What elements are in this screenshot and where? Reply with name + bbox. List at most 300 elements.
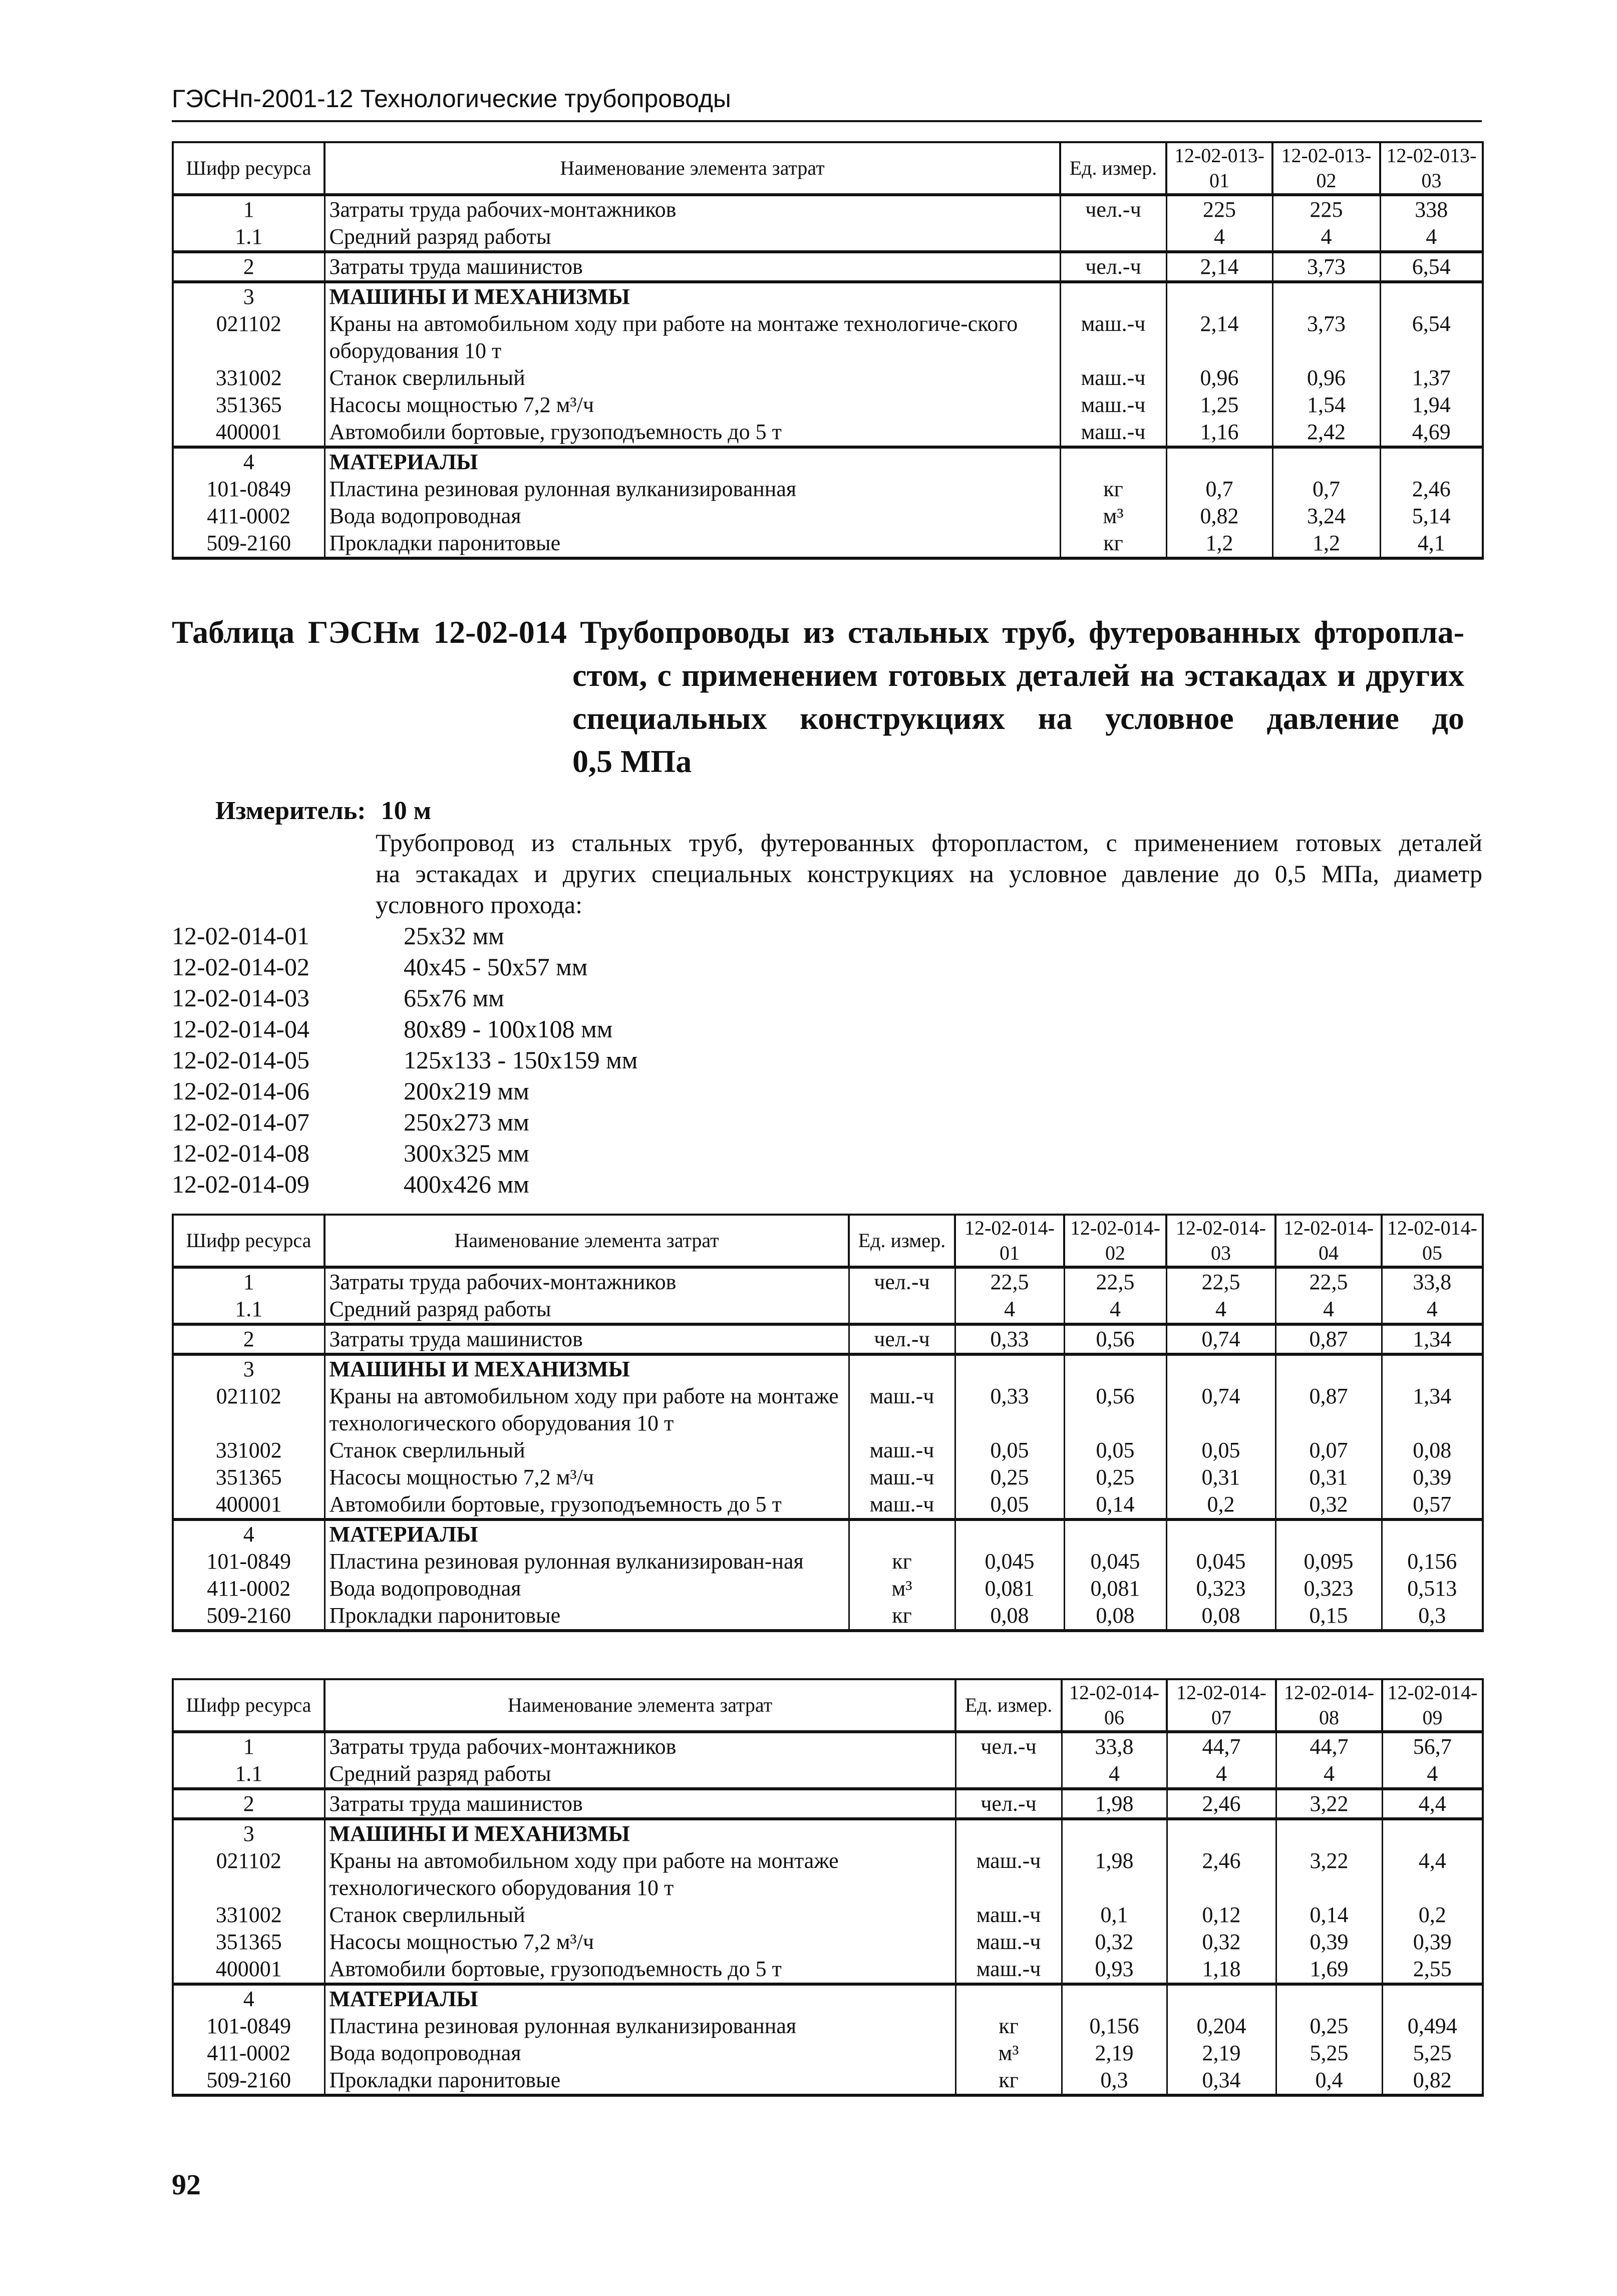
norm-value: 0,08 bbox=[955, 1602, 1064, 1631]
resource-code: 1 bbox=[173, 195, 325, 223]
unit: маш.-ч bbox=[955, 1847, 1062, 1901]
norm-value: 0,33 bbox=[955, 1383, 1064, 1437]
norm-value: 1,2 bbox=[1166, 530, 1272, 558]
list-item bbox=[172, 951, 637, 982]
resource-code: 331002 bbox=[173, 1901, 325, 1929]
resource-code: 2 bbox=[173, 1789, 325, 1819]
resource-code: 1.1 bbox=[173, 1296, 325, 1324]
col-header-unit: Ед. измер. bbox=[849, 1215, 955, 1267]
unit bbox=[1060, 223, 1166, 252]
table-group bbox=[173, 1267, 1483, 1324]
table-row bbox=[173, 530, 1483, 558]
norm-value: 2,46 bbox=[1167, 1847, 1276, 1901]
table-row bbox=[173, 310, 1483, 364]
norm-value: 4 bbox=[1380, 223, 1483, 252]
item-code: 12-02-014-08 bbox=[172, 1139, 309, 1167]
norm-value bbox=[1062, 1819, 1167, 1847]
norm-value bbox=[1167, 1984, 1276, 2013]
unit: маш.-ч bbox=[849, 1383, 955, 1437]
col-header-name: Наименование элемента затрат bbox=[325, 1215, 849, 1267]
table-row bbox=[173, 1383, 1483, 1437]
norm-value: 0,25 bbox=[955, 1464, 1064, 1491]
norm-value: 0,15 bbox=[1275, 1602, 1382, 1631]
table-row bbox=[173, 1548, 1483, 1575]
cost-element-name: Затраты труда машинистов bbox=[325, 1789, 955, 1819]
col-header-norm: 12-02-013-02 bbox=[1272, 142, 1380, 195]
norm-value: 0,31 bbox=[1166, 1464, 1275, 1491]
resource-code: 021102 bbox=[173, 310, 325, 364]
unit: м³ bbox=[955, 2040, 1062, 2067]
norm-value bbox=[1382, 1984, 1483, 2013]
norm-value: 0,14 bbox=[1276, 1901, 1382, 1929]
norms-table-014-b bbox=[172, 1678, 1484, 2097]
resource-code: 2 bbox=[173, 252, 325, 282]
unit bbox=[955, 1760, 1062, 1789]
cost-element-name: Вода водопроводная bbox=[325, 2040, 955, 2067]
diameter-list bbox=[172, 920, 637, 1200]
norm-value: 0,56 bbox=[1064, 1383, 1166, 1437]
norm-value: 0,25 bbox=[1064, 1464, 1166, 1491]
norm-value: 5,25 bbox=[1382, 2040, 1483, 2067]
header-rule bbox=[172, 120, 1482, 122]
norm-value bbox=[1062, 1984, 1167, 2013]
list-item bbox=[172, 1137, 637, 1169]
norm-value: 0,323 bbox=[1166, 1575, 1275, 1602]
cost-element-name: Пластина резиновая рулонная вулканизированная bbox=[325, 476, 1060, 503]
resource-code: 4 bbox=[173, 447, 325, 476]
description-line: на эстакадах и других специальных конструкциях на условное давление до 0,5 МПа, диаметр bbox=[376, 860, 1482, 888]
cost-element-name: Средний разряд работы bbox=[325, 1296, 849, 1324]
unit bbox=[1060, 447, 1166, 476]
item-code: 12-02-014-07 bbox=[172, 1108, 309, 1136]
norm-value: 1,37 bbox=[1380, 364, 1483, 392]
cost-element-name: Насосы мощностью 7,2 м³/ч bbox=[325, 392, 1060, 419]
norm-value: 0,33 bbox=[955, 1324, 1064, 1354]
norm-value: 0,7 bbox=[1272, 476, 1380, 503]
table-row bbox=[173, 1324, 1483, 1354]
unit: маш.-ч bbox=[849, 1464, 955, 1491]
norm-value: 4 bbox=[1272, 223, 1380, 252]
col-header-unit: Ед. измер. bbox=[1060, 142, 1166, 195]
list-item bbox=[172, 982, 637, 1013]
running-header: ГЭСНп-2001-12 Технологические трубопроводы bbox=[172, 85, 731, 113]
norm-value bbox=[1064, 1519, 1166, 1548]
cost-element-name: Прокладки паронитовые bbox=[325, 2067, 955, 2095]
unit: м³ bbox=[849, 1575, 955, 1602]
norm-value: 0,87 bbox=[1275, 1324, 1382, 1354]
norm-value bbox=[1166, 282, 1272, 310]
col-header-name: Наименование элемента затрат bbox=[325, 142, 1060, 195]
norm-value bbox=[1166, 1519, 1275, 1548]
norm-value: 56,7 bbox=[1382, 1732, 1483, 1760]
norm-value: 1,16 bbox=[1166, 419, 1272, 447]
item-code: 12-02-014-06 bbox=[172, 1077, 309, 1105]
norm-value: 5,25 bbox=[1276, 2040, 1382, 2067]
norm-value: 1,34 bbox=[1382, 1324, 1483, 1354]
unit bbox=[955, 1819, 1062, 1847]
item-code: 12-02-014-03 bbox=[172, 984, 309, 1012]
norm-value: 0,93 bbox=[1062, 1956, 1167, 1984]
unit: м³ bbox=[1060, 503, 1166, 530]
norm-value bbox=[1382, 1519, 1483, 1548]
col-header-norm: 12-02-014-05 bbox=[1382, 1215, 1483, 1267]
unit: кг bbox=[955, 2067, 1062, 2095]
item-size: 400х426 мм bbox=[404, 1170, 529, 1198]
norm-value: 2,14 bbox=[1166, 252, 1272, 282]
cost-element-name: Пластина резиновая рулонная вулканизирован-ная bbox=[325, 1548, 849, 1575]
table-row bbox=[173, 1789, 1483, 1819]
table-row bbox=[173, 1602, 1483, 1631]
norm-value bbox=[1382, 1819, 1483, 1847]
norm-value: 0,4 bbox=[1276, 2067, 1382, 2095]
norm-value: 4,1 bbox=[1380, 530, 1483, 558]
resource-code: 400001 bbox=[173, 1956, 325, 1984]
norm-value bbox=[1380, 282, 1483, 310]
norm-value: 4 bbox=[1382, 1760, 1483, 1789]
cost-element-name: Вода водопроводная bbox=[325, 503, 1060, 530]
norm-value: 6,54 bbox=[1380, 310, 1483, 364]
norm-value: 44,7 bbox=[1276, 1732, 1382, 1760]
cost-element-name: МАТЕРИАЛЫ bbox=[325, 1984, 955, 2013]
norm-value: 2,14 bbox=[1166, 310, 1272, 364]
measure-label: Измеритель: bbox=[215, 797, 366, 825]
norm-value: 22,5 bbox=[1064, 1267, 1166, 1296]
cost-element-name: Затраты труда рабочих-монтажников bbox=[325, 195, 1060, 223]
norm-value: 1,2 bbox=[1272, 530, 1380, 558]
norm-value: 0,05 bbox=[955, 1491, 1064, 1519]
norm-value: 5,14 bbox=[1380, 503, 1483, 530]
unit: кг bbox=[849, 1602, 955, 1631]
norm-value: 3,73 bbox=[1272, 310, 1380, 364]
table-header-row bbox=[173, 1215, 1483, 1267]
cost-element-name: Краны на автомобильном ходу при работе на монтаже технологического оборудования 10 т bbox=[325, 1847, 955, 1901]
norm-value: 4 bbox=[1064, 1296, 1166, 1324]
resource-code: 3 bbox=[173, 282, 325, 310]
resource-code: 4 bbox=[173, 1519, 325, 1548]
norm-value: 33,8 bbox=[1062, 1732, 1167, 1760]
norm-value: 2,46 bbox=[1167, 1789, 1276, 1819]
norm-value bbox=[1166, 1354, 1275, 1383]
norms-table-013 bbox=[172, 141, 1484, 560]
norm-value: 2,19 bbox=[1167, 2040, 1276, 2067]
unit: чел.-ч bbox=[955, 1732, 1062, 1760]
item-code: 12-02-014-09 bbox=[172, 1170, 309, 1198]
page-number: 92 bbox=[172, 2168, 201, 2201]
cost-element-name: Пластина резиновая рулонная вулканизированная bbox=[325, 2013, 955, 2040]
norm-value bbox=[1064, 1354, 1166, 1383]
table-row bbox=[173, 1296, 1483, 1324]
norm-value: 225 bbox=[1272, 195, 1380, 223]
unit bbox=[849, 1296, 955, 1324]
norm-value bbox=[1382, 1354, 1483, 1383]
item-code: 12-02-014-01 bbox=[172, 922, 309, 950]
norm-value: 0,156 bbox=[1382, 1548, 1483, 1575]
norm-value bbox=[1380, 447, 1483, 476]
cost-element-name: Краны на автомобильном ходу при работе на монтаже технологиче-ского оборудования 10 т bbox=[325, 310, 1060, 364]
norm-value: 0,045 bbox=[1064, 1548, 1166, 1575]
norm-value: 338 bbox=[1380, 195, 1483, 223]
norm-value: 0,045 bbox=[955, 1548, 1064, 1575]
title-line: специальных конструкциях на условное давление до bbox=[572, 700, 1464, 736]
norm-value: 3,73 bbox=[1272, 252, 1380, 282]
unit: кг bbox=[1060, 476, 1166, 503]
norm-value: 2,42 bbox=[1272, 419, 1380, 447]
item-size: 250х273 мм bbox=[404, 1108, 529, 1136]
cost-element-name: Автомобили бортовые, грузоподъемность до 5 т bbox=[325, 419, 1060, 447]
norm-value: 4 bbox=[1276, 1760, 1382, 1789]
norm-value: 33,8 bbox=[1382, 1267, 1483, 1296]
norm-value: 0,57 bbox=[1382, 1491, 1483, 1519]
table-header-row bbox=[173, 1679, 1483, 1732]
table-row bbox=[173, 1847, 1483, 1901]
table-row bbox=[173, 1956, 1483, 1984]
resource-code: 411-0002 bbox=[173, 2040, 325, 2067]
table-row bbox=[173, 1760, 1483, 1789]
norm-value: 0,32 bbox=[1167, 1929, 1276, 1956]
norm-value: 1,98 bbox=[1062, 1789, 1167, 1819]
col-header-norm: 12-02-013-01 bbox=[1166, 142, 1272, 195]
table-group bbox=[173, 195, 1483, 252]
norm-value: 4 bbox=[1166, 1296, 1275, 1324]
description-line: условного прохода: bbox=[376, 891, 582, 919]
col-header-norm: 12-02-014-04 bbox=[1275, 1215, 1382, 1267]
cost-element-name: Автомобили бортовые, грузоподъемность до 5 т bbox=[325, 1956, 955, 1984]
col-header-norm: 12-02-014-08 bbox=[1276, 1679, 1382, 1732]
norm-value: 0,05 bbox=[1166, 1437, 1275, 1464]
table-group bbox=[173, 252, 1483, 282]
resource-code: 331002 bbox=[173, 364, 325, 392]
table-row bbox=[173, 1491, 1483, 1519]
norm-value: 0,05 bbox=[955, 1437, 1064, 1464]
col-header-norm: 12-02-014-07 bbox=[1167, 1679, 1276, 1732]
resource-code: 509-2160 bbox=[173, 2067, 325, 2095]
norm-value: 0,32 bbox=[1275, 1491, 1382, 1519]
unit: маш.-ч bbox=[955, 1956, 1062, 1984]
norm-value: 0,87 bbox=[1275, 1383, 1382, 1437]
description-line: Трубопровод из стальных труб, футерованных фторопластом, с применением готовых деталей bbox=[376, 829, 1482, 857]
norms-table-014-a bbox=[172, 1214, 1484, 1632]
norm-value: 0,3 bbox=[1382, 1602, 1483, 1631]
norm-value bbox=[955, 1519, 1064, 1548]
table-row bbox=[173, 2013, 1483, 2040]
unit: маш.-ч bbox=[1060, 392, 1166, 419]
table-row bbox=[173, 1519, 1483, 1548]
table-row bbox=[173, 1354, 1483, 1383]
list-item bbox=[172, 1106, 637, 1137]
unit: маш.-ч bbox=[1060, 364, 1166, 392]
item-code: 12-02-014-05 bbox=[172, 1046, 309, 1074]
norm-value: 4,4 bbox=[1382, 1789, 1483, 1819]
norm-value: 4 bbox=[1382, 1296, 1483, 1324]
title-line: 0,5 МПа bbox=[572, 743, 692, 779]
norm-value: 0,1 bbox=[1062, 1901, 1167, 1929]
resource-code: 351365 bbox=[173, 392, 325, 419]
unit: чел.-ч bbox=[849, 1267, 955, 1296]
resource-code: 1 bbox=[173, 1732, 325, 1760]
cost-element-name: Вода водопроводная bbox=[325, 1575, 849, 1602]
col-header-code: Шифр ресурса bbox=[173, 1215, 325, 1267]
table-row bbox=[173, 1984, 1483, 2013]
item-code: 12-02-014-04 bbox=[172, 1015, 309, 1043]
norm-value: 0,081 bbox=[955, 1575, 1064, 1602]
unit bbox=[955, 1984, 1062, 2013]
resource-code: 021102 bbox=[173, 1383, 325, 1437]
norm-value: 6,54 bbox=[1380, 252, 1483, 282]
table-row bbox=[173, 195, 1483, 223]
norm-value: 4 bbox=[1275, 1296, 1382, 1324]
table-group bbox=[173, 447, 1483, 558]
item-size: 65х76 мм bbox=[404, 984, 504, 1012]
norm-value: 22,5 bbox=[955, 1267, 1064, 1296]
norm-value: 0,204 bbox=[1167, 2013, 1276, 2040]
cost-element-name: Прокладки паронитовые bbox=[325, 1602, 849, 1631]
col-header-norm: 12-02-014-02 bbox=[1064, 1215, 1166, 1267]
norm-value: 1,54 bbox=[1272, 392, 1380, 419]
cost-element-name: Автомобили бортовые, грузоподъемность до 5 т bbox=[325, 1491, 849, 1519]
norm-value: 0,2 bbox=[1166, 1491, 1275, 1519]
cost-element-name: Затраты труда машинистов bbox=[325, 1324, 849, 1354]
section-title bbox=[172, 611, 1464, 783]
norm-value: 0,82 bbox=[1166, 503, 1272, 530]
norm-value: 0,39 bbox=[1382, 1464, 1483, 1491]
unit: кг bbox=[955, 2013, 1062, 2040]
list-item bbox=[172, 920, 637, 951]
norm-value: 1,25 bbox=[1166, 392, 1272, 419]
norm-value: 0,156 bbox=[1062, 2013, 1167, 2040]
norm-value bbox=[1275, 1519, 1382, 1548]
resource-code: 509-2160 bbox=[173, 1602, 325, 1631]
unit: маш.-ч bbox=[955, 1901, 1062, 1929]
unit bbox=[1060, 282, 1166, 310]
norm-value bbox=[955, 1354, 1064, 1383]
list-item bbox=[172, 1075, 637, 1106]
unit: маш.-ч bbox=[1060, 310, 1166, 364]
norm-value: 0,045 bbox=[1166, 1548, 1275, 1575]
list-item bbox=[172, 1169, 637, 1200]
norm-value bbox=[1272, 282, 1380, 310]
resource-code: 509-2160 bbox=[173, 530, 325, 558]
table-row bbox=[173, 476, 1483, 503]
col-header-name: Наименование элемента затрат bbox=[325, 1679, 955, 1732]
norm-value: 0,081 bbox=[1064, 1575, 1166, 1602]
resource-code: 1.1 bbox=[173, 1760, 325, 1789]
title-line: стом, с применением готовых деталей на эстакадах и других bbox=[572, 657, 1464, 693]
table-group bbox=[173, 1354, 1483, 1519]
cost-element-name: Затраты труда рабочих-монтажников bbox=[325, 1732, 955, 1760]
list-item bbox=[172, 1044, 637, 1075]
table-group bbox=[173, 1789, 1483, 1819]
norm-value: 0,095 bbox=[1275, 1548, 1382, 1575]
norm-value: 3,22 bbox=[1276, 1847, 1382, 1901]
unit: маш.-ч bbox=[849, 1437, 955, 1464]
table-group bbox=[173, 1519, 1483, 1631]
cost-element-name: МАТЕРИАЛЫ bbox=[325, 447, 1060, 476]
table-row bbox=[173, 2067, 1483, 2095]
resource-code: 1 bbox=[173, 1267, 325, 1296]
item-size: 200х219 мм bbox=[404, 1077, 529, 1105]
cost-element-name: Станок сверлильный bbox=[325, 364, 1060, 392]
norm-value: 0,82 bbox=[1382, 2067, 1483, 2095]
norm-value bbox=[1272, 447, 1380, 476]
norm-value: 225 bbox=[1166, 195, 1272, 223]
resource-code: 101-0849 bbox=[173, 1548, 325, 1575]
item-code: 12-02-014-02 bbox=[172, 953, 309, 981]
unit: чел.-ч bbox=[1060, 195, 1166, 223]
resource-code: 351365 bbox=[173, 1464, 325, 1491]
table-row bbox=[173, 1732, 1483, 1760]
unit: чел.-ч bbox=[955, 1789, 1062, 1819]
norm-value: 4,4 bbox=[1382, 1847, 1483, 1901]
norm-value: 1,18 bbox=[1167, 1956, 1276, 1984]
norm-value bbox=[1167, 1819, 1276, 1847]
table-row bbox=[173, 1437, 1483, 1464]
norm-value: 0,56 bbox=[1064, 1324, 1166, 1354]
norm-value: 0,08 bbox=[1382, 1437, 1483, 1464]
table-row bbox=[173, 2040, 1483, 2067]
norm-value bbox=[1275, 1354, 1382, 1383]
norm-value: 3,22 bbox=[1276, 1789, 1382, 1819]
norm-value: 4,69 bbox=[1380, 419, 1483, 447]
resource-code: 400001 bbox=[173, 419, 325, 447]
table-row bbox=[173, 419, 1483, 447]
norm-value: 0,08 bbox=[1166, 1602, 1275, 1631]
cost-element-name: Насосы мощностью 7,2 м³/ч bbox=[325, 1464, 849, 1491]
cost-element-name: МАШИНЫ И МЕХАНИЗМЫ bbox=[325, 1819, 955, 1847]
norm-value: 0,31 bbox=[1275, 1464, 1382, 1491]
resource-code: 2 bbox=[173, 1324, 325, 1354]
resource-code: 3 bbox=[173, 1354, 325, 1383]
resource-code: 021102 bbox=[173, 1847, 325, 1901]
norm-value: 0,96 bbox=[1166, 364, 1272, 392]
unit bbox=[849, 1519, 955, 1548]
norm-value: 0,05 bbox=[1064, 1437, 1166, 1464]
cost-element-name: Средний разряд работы bbox=[325, 1760, 955, 1789]
list-item bbox=[172, 1013, 637, 1044]
norm-value: 0,3 bbox=[1062, 2067, 1167, 2095]
norm-value: 0,07 bbox=[1275, 1437, 1382, 1464]
norm-value: 1,34 bbox=[1382, 1383, 1483, 1437]
norm-value: 0,74 bbox=[1166, 1383, 1275, 1437]
norm-value: 0,513 bbox=[1382, 1575, 1483, 1602]
cost-element-name: Прокладки паронитовые bbox=[325, 530, 1060, 558]
cost-element-name: Средний разряд работы bbox=[325, 223, 1060, 252]
unit: маш.-ч bbox=[1060, 419, 1166, 447]
cost-element-name: МАШИНЫ И МЕХАНИЗМЫ bbox=[325, 282, 1060, 310]
item-size: 40х45 - 50х57 мм bbox=[404, 953, 588, 981]
cost-element-name: Затраты труда машинистов bbox=[325, 252, 1060, 282]
resource-code: 101-0849 bbox=[173, 2013, 325, 2040]
resource-code: 400001 bbox=[173, 1491, 325, 1519]
resource-code: 411-0002 bbox=[173, 1575, 325, 1602]
norm-value: 4 bbox=[955, 1296, 1064, 1324]
table-row bbox=[173, 447, 1483, 476]
unit: маш.-ч bbox=[849, 1491, 955, 1519]
norm-value: 0,39 bbox=[1276, 1929, 1382, 1956]
norm-value: 0,2 bbox=[1382, 1901, 1483, 1929]
norm-value: 4 bbox=[1167, 1760, 1276, 1789]
norm-value: 0,08 bbox=[1064, 1602, 1166, 1631]
cost-element-name: Краны на автомобильном ходу при работе на монтаже технологического оборудования 10 т bbox=[325, 1383, 849, 1437]
norm-value: 3,24 bbox=[1272, 503, 1380, 530]
norm-value: 0,74 bbox=[1166, 1324, 1275, 1354]
norm-value: 0,494 bbox=[1382, 2013, 1483, 2040]
table-row bbox=[173, 1575, 1483, 1602]
norm-value: 22,5 bbox=[1275, 1267, 1382, 1296]
table-row bbox=[173, 503, 1483, 530]
resource-code: 411-0002 bbox=[173, 503, 325, 530]
col-header-norm: 12-02-014-09 bbox=[1382, 1679, 1483, 1732]
norm-value: 4 bbox=[1166, 223, 1272, 252]
